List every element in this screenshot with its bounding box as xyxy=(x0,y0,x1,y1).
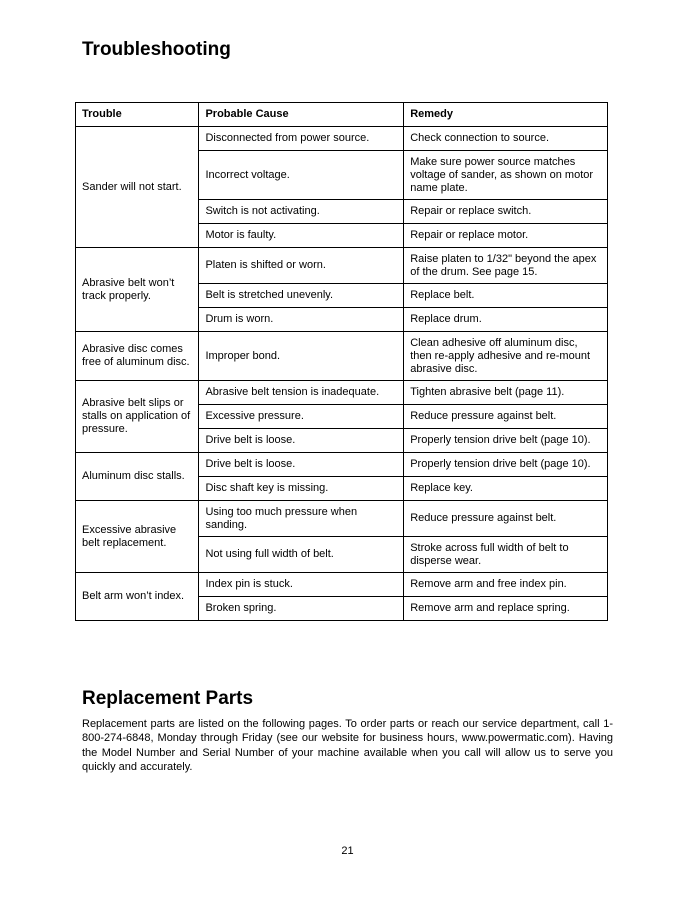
table-row xyxy=(76,573,608,597)
remedy-cell: Check connection to source. xyxy=(404,127,608,151)
remedy-cell: Repair or replace motor. xyxy=(404,224,608,248)
trouble-cell: Belt arm won’t index. xyxy=(76,573,199,621)
cause-cell: Incorrect voltage. xyxy=(199,151,404,200)
cause-cell: Abrasive belt tension is inadequate. xyxy=(199,381,404,405)
trouble-cell: Abrasive belt slips or stalls on application of pressure. xyxy=(76,381,199,453)
remedy-cell: Repair or replace switch. xyxy=(404,200,608,224)
table-row xyxy=(76,127,608,151)
cause-cell: Index pin is stuck. xyxy=(199,573,404,597)
remedy-cell: Stroke across full width of belt to disperse wear. xyxy=(404,537,608,573)
table-row xyxy=(76,248,608,284)
remedy-cell: Raise platen to 1/32" beyond the apex of the drum. See page 15. xyxy=(404,248,608,284)
cause-cell: Drum is worn. xyxy=(199,308,404,332)
table-row xyxy=(76,453,608,477)
remedy-cell: Remove arm and replace spring. xyxy=(404,597,608,621)
table-header-row xyxy=(76,103,608,127)
trouble-cell: Aluminum disc stalls. xyxy=(76,453,199,501)
trouble-cell: Abrasive disc comes free of aluminum disc. xyxy=(76,332,199,381)
cause-cell: Platen is shifted or worn. xyxy=(199,248,404,284)
troubleshooting-table xyxy=(75,102,608,621)
remedy-cell: Reduce pressure against belt. xyxy=(404,405,608,429)
cause-cell: Improper bond. xyxy=(199,332,404,381)
remedy-cell: Properly tension drive belt (page 10). xyxy=(404,429,608,453)
cause-cell: Motor is faulty. xyxy=(199,224,404,248)
cause-cell: Excessive pressure. xyxy=(199,405,404,429)
replacement-parts-title: Replacement Parts xyxy=(82,688,254,709)
trouble-cell: Excessive abrasive belt replacement. xyxy=(76,501,199,573)
remedy-cell: Remove arm and free index pin. xyxy=(404,573,608,597)
table-row xyxy=(76,332,608,381)
remedy-cell: Replace key. xyxy=(404,477,608,501)
cause-cell: Using too much pressure when sanding. xyxy=(199,501,404,537)
troubleshooting-title: Troubleshooting xyxy=(82,39,231,60)
remedy-cell: Replace belt. xyxy=(404,284,608,308)
cause-cell: Not using full width of belt. xyxy=(199,537,404,573)
replacement-parts-text: Replacement parts are listed on the following pages. To order parts or reach our service department, call 1-800-274-6848, Monday through Friday (see our website for business hours, www.powermatic.com). Having the Model Number and Serial Number of your machine available when you call will allow us to serve you quickly and accurately. xyxy=(82,718,613,773)
trouble-cell: Sander will not start. xyxy=(76,127,199,248)
cause-cell: Switch is not activating. xyxy=(199,200,404,224)
table-row xyxy=(76,501,608,537)
header-remedy: Remedy xyxy=(404,103,608,127)
cause-cell: Drive belt is loose. xyxy=(199,453,404,477)
page-number: 21 xyxy=(341,845,354,857)
remedy-cell: Make sure power source matches voltage of sander, as shown on motor name plate. xyxy=(404,151,608,200)
cause-cell: Drive belt is loose. xyxy=(199,429,404,453)
remedy-cell: Replace drum. xyxy=(404,308,608,332)
remedy-cell: Clean adhesive off aluminum disc, then re-apply adhesive and re-mount abrasive disc. xyxy=(404,332,608,381)
cause-cell: Broken spring. xyxy=(199,597,404,621)
table-row xyxy=(76,381,608,405)
trouble-cell: Abrasive belt won’t track properly. xyxy=(76,248,199,332)
cause-cell: Belt is stretched unevenly. xyxy=(199,284,404,308)
remedy-cell: Properly tension drive belt (page 10). xyxy=(404,453,608,477)
remedy-cell: Reduce pressure against belt. xyxy=(404,501,608,537)
remedy-cell: Tighten abrasive belt (page 11). xyxy=(404,381,608,405)
cause-cell: Disc shaft key is missing. xyxy=(199,477,404,501)
cause-cell: Disconnected from power source. xyxy=(199,127,404,151)
header-trouble: Trouble xyxy=(76,103,199,127)
header-probable-cause: Probable Cause xyxy=(199,103,404,127)
